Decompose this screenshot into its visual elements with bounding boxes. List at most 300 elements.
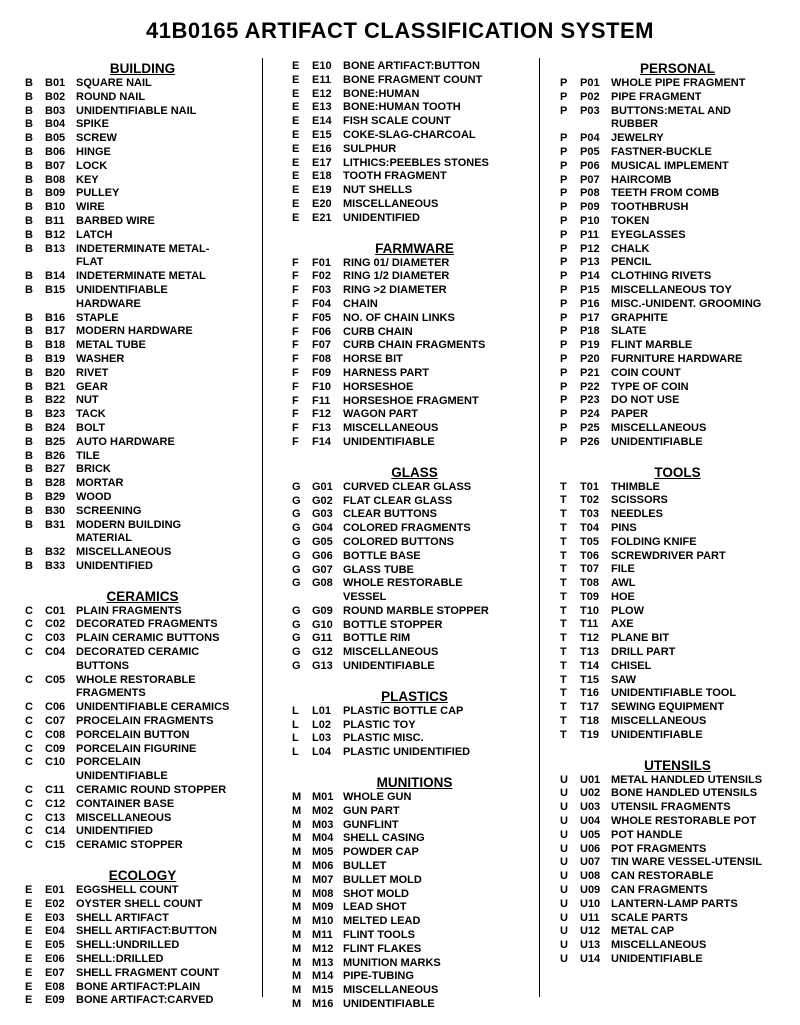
item-code: G02: [312, 494, 333, 507]
description-line: DECORATED CERAMIC: [76, 646, 200, 659]
item-code: B31: [45, 518, 66, 531]
description-line: BOTTLE RIM: [343, 632, 411, 645]
classification-row: [560, 856, 795, 870]
classification-row: [292, 298, 537, 312]
classification-row: [560, 201, 795, 215]
classification-row: [292, 746, 537, 760]
category-letter: P: [560, 132, 568, 145]
description-line: BONE HANDLED UTENSILS: [611, 787, 758, 800]
category-letter: L: [292, 718, 299, 731]
classification-row: [25, 381, 260, 395]
item-description: [611, 394, 679, 408]
item-description: [76, 118, 109, 132]
description-line: SCISSORS: [611, 494, 668, 507]
classification-row: [560, 925, 795, 939]
item-description: [76, 994, 214, 1008]
description-line: SLATE: [611, 325, 647, 338]
classification-row: [560, 787, 795, 801]
item-description: [343, 143, 396, 157]
category-letter: P: [560, 77, 568, 89]
category-letter: C: [25, 673, 33, 686]
classification-row: [560, 494, 795, 508]
item-description: [76, 146, 111, 160]
description-line: UNIDENTIFIABLE: [611, 728, 703, 741]
category-letter: P: [560, 380, 568, 393]
item-description: [76, 408, 106, 422]
item-code: P09: [580, 201, 600, 214]
classification-row: [292, 408, 537, 422]
classification-row: [292, 184, 537, 198]
item-description: [76, 674, 196, 702]
classification-row: [25, 825, 260, 839]
item-description: [611, 801, 731, 815]
item-description: [76, 105, 196, 119]
item-code: C12: [45, 797, 66, 810]
section-spacer: [25, 574, 260, 588]
classification-row: [560, 660, 795, 674]
classification-row: [292, 326, 537, 340]
category-letter: M: [292, 873, 302, 886]
category-letter: B: [25, 159, 33, 172]
category-letter: P: [560, 228, 568, 241]
description-line: SHELL CASING: [343, 832, 425, 845]
description-line: POWDER CAP: [343, 846, 419, 859]
classification-row: [292, 522, 537, 536]
item-description: [343, 184, 412, 198]
classification-row: [560, 536, 795, 550]
page-title: 41B0165 ARTIFACT CLASSIFICATION SYSTEM: [146, 18, 654, 43]
classification-row: [560, 912, 795, 926]
classification-row: [292, 860, 537, 874]
item-description: [611, 422, 706, 436]
description-line: BRICK: [76, 463, 111, 476]
classification-row: [560, 422, 795, 436]
item-code: F04: [312, 297, 331, 310]
item-code: P20: [580, 352, 600, 365]
item-code: C15: [45, 839, 66, 852]
classification-row: [25, 839, 260, 853]
classification-row: [560, 325, 795, 339]
classification-row: [25, 967, 260, 981]
item-description: [611, 77, 745, 91]
classification-row: [25, 367, 260, 381]
category-letter: T: [560, 521, 567, 534]
description-line: FLAT: [76, 256, 104, 269]
category-letter: P: [560, 270, 568, 283]
classification-row: [292, 619, 537, 633]
item-code: P05: [580, 145, 600, 158]
item-code: P04: [580, 132, 600, 145]
item-description: [76, 491, 111, 505]
category-letter: E: [25, 994, 33, 1007]
item-description: [343, 170, 447, 184]
item-code: M07: [312, 873, 334, 886]
item-description: [611, 550, 726, 564]
item-code: B09: [45, 187, 66, 200]
description-line: FLINT MARBLE: [611, 339, 693, 352]
item-description: [76, 632, 219, 646]
category-letter: B: [25, 366, 33, 379]
section-title: BUILDING: [109, 61, 176, 76]
classification-row: [25, 270, 260, 284]
classification-row: [25, 105, 260, 119]
category-letter: P: [560, 394, 568, 407]
description-line: BONE ARTIFACT:PLAIN: [76, 980, 201, 993]
item-description: [611, 298, 761, 312]
category-letter: M: [292, 804, 302, 817]
item-code: P13: [580, 256, 600, 269]
category-letter: U: [560, 953, 568, 966]
category-letter: P: [560, 145, 568, 158]
item-description: [343, 984, 438, 998]
item-description: [343, 943, 421, 957]
description-line: MUNITION MARKS: [343, 956, 441, 969]
classification-row: [560, 646, 795, 660]
item-code: B01: [45, 77, 66, 89]
item-code: C07: [45, 715, 66, 728]
item-code: P06: [580, 159, 600, 172]
item-code: T18: [580, 715, 599, 728]
description-line: COLORED FRAGMENTS: [343, 522, 471, 535]
description-line: PLANE BIT: [611, 632, 670, 645]
category-letter: P: [560, 187, 568, 200]
classification-row: [25, 201, 260, 215]
item-description: [76, 939, 179, 953]
classification-row: [292, 605, 537, 619]
category-letter: E: [292, 73, 300, 86]
item-code: P01: [580, 77, 600, 89]
category-letter: T: [560, 715, 567, 728]
classification-row: [560, 215, 795, 229]
classification-row: [25, 394, 260, 408]
section-title: PLASTICS: [381, 688, 448, 704]
description-line: NUT: [76, 394, 99, 407]
item-description: [343, 270, 449, 284]
category-letter: P: [560, 104, 568, 117]
description-line: UNIDENTIFIABLE TOOL: [611, 687, 737, 700]
item-description: [343, 888, 409, 902]
classification-row: [560, 436, 795, 450]
description-line: FLINT TOOLS: [343, 929, 415, 942]
description-line: THIMBLE: [611, 480, 660, 493]
category-letter: M: [292, 860, 302, 873]
description-line: COLORED BUTTONS: [343, 535, 455, 548]
classification-row: [25, 618, 260, 632]
description-line: WHOLE RESTORABLE: [76, 673, 196, 686]
category-letter: P: [560, 352, 568, 365]
description-line: WHOLE RESTORABLE: [343, 577, 463, 590]
description-line: WAGON PART: [343, 408, 418, 421]
item-description: [76, 618, 218, 632]
item-description: [76, 353, 124, 367]
classification-row: [560, 674, 795, 688]
item-code: T11: [580, 618, 599, 631]
classification-row: [560, 367, 795, 381]
classification-row: [292, 367, 537, 381]
item-description: [76, 546, 171, 560]
description-line: BULLET: [343, 860, 387, 873]
category-letter: B: [25, 311, 33, 324]
classification-row: [560, 187, 795, 201]
category-letter: B: [25, 559, 33, 572]
item-description: [343, 422, 438, 436]
item-code: B08: [45, 173, 66, 186]
item-code: G11: [312, 632, 333, 645]
classification-row: [25, 715, 260, 729]
item-description: [611, 325, 646, 339]
item-description: [343, 522, 471, 536]
category-letter: T: [560, 646, 567, 659]
item-code: U01: [580, 773, 601, 786]
category-letter: T: [560, 632, 567, 645]
section-title: MUNITIONS: [376, 775, 453, 791]
classification-row: [25, 325, 260, 339]
item-code: B22: [45, 394, 66, 407]
item-code: G08: [312, 577, 333, 590]
category-letter: B: [25, 187, 33, 200]
item-code: U04: [580, 815, 601, 828]
category-letter: F: [292, 339, 299, 352]
description-line: PINS: [611, 521, 637, 534]
item-code: C08: [45, 728, 66, 741]
description-line: BUTTONS: [76, 659, 129, 672]
item-description: [76, 812, 171, 826]
category-letter: F: [292, 325, 299, 338]
description-line: PULLEY: [76, 187, 120, 200]
description-line: PLASTIC MISC.: [343, 732, 424, 745]
description-line: UNIDENTIFIED: [76, 559, 153, 572]
category-letter: G: [292, 604, 301, 617]
item-code: B18: [45, 339, 66, 352]
classification-row: [560, 870, 795, 884]
category-letter: E: [292, 142, 300, 155]
description-line: BONE:HUMAN TOOTH: [343, 101, 461, 114]
item-code: E01: [45, 884, 65, 897]
item-description: [343, 619, 442, 633]
category-letter: G: [292, 535, 301, 548]
description-line: UNIDENTIFIABLE NAIL: [76, 104, 197, 117]
classification-row: [25, 939, 260, 953]
item-description: [76, 229, 112, 243]
classification-row: [25, 215, 260, 229]
classification-row: [560, 715, 795, 729]
item-description: [611, 201, 688, 215]
classification-row: [25, 132, 260, 146]
description-line: SCALE PARTS: [611, 911, 688, 924]
item-code: B20: [45, 366, 66, 379]
item-description: [343, 436, 435, 450]
category-letter: G: [292, 563, 301, 576]
item-code: E05: [45, 939, 65, 952]
item-code: C09: [45, 742, 66, 755]
classification-row: [292, 495, 537, 509]
classification-row: [292, 481, 537, 495]
classification-row: [560, 91, 795, 105]
item-description: [343, 791, 411, 805]
item-description: [76, 201, 105, 215]
description-line: COKE-SLAG-CHARCOAL: [343, 128, 476, 141]
description-line: LITHICS:PEEBLES STONES: [343, 156, 489, 169]
category-letter: T: [560, 618, 567, 631]
item-description: [76, 394, 99, 408]
description-line: CERAMIC ROUND STOPPER: [76, 784, 227, 797]
item-code: B07: [45, 159, 66, 172]
description-line: RIVET: [76, 366, 109, 379]
item-code: U09: [580, 884, 601, 897]
category-letter: M: [292, 984, 302, 997]
category-letter: B: [25, 270, 33, 283]
item-description: [611, 563, 635, 577]
classification-row: [292, 915, 537, 929]
category-letter: B: [25, 132, 33, 145]
item-description: [343, 819, 399, 833]
item-description: [76, 477, 123, 491]
item-code: B19: [45, 352, 66, 365]
classification-row: [25, 229, 260, 243]
item-description: [611, 729, 703, 743]
description-line: CLEAR BUTTONS: [343, 508, 437, 521]
item-description: [76, 646, 199, 674]
description-line: RUBBER: [611, 118, 659, 131]
category-letter: B: [25, 504, 33, 517]
classification-row: [292, 874, 537, 888]
item-description: [76, 381, 108, 395]
item-code: F14: [312, 435, 331, 448]
item-code: P24: [580, 408, 600, 421]
description-line: CLOTHING RIVETS: [611, 270, 712, 283]
item-code: T09: [580, 590, 599, 603]
category-letter: M: [292, 818, 302, 831]
description-line: WHOLE PIPE FRAGMENT: [611, 77, 746, 89]
item-description: [343, 381, 413, 395]
section-spacer: [25, 853, 260, 867]
description-line: TYPE OF COIN: [611, 380, 689, 393]
item-description: [76, 312, 119, 326]
category-letter: P: [560, 283, 568, 296]
item-code: U07: [580, 856, 601, 869]
classification-row: [25, 243, 260, 271]
item-code: B11: [45, 214, 65, 227]
item-description: [343, 395, 479, 409]
item-description: [76, 450, 100, 464]
item-code: F06: [312, 325, 331, 338]
description-line: MODERN BUILDING: [76, 518, 182, 531]
classification-row: [292, 646, 537, 660]
category-letter: C: [25, 825, 33, 838]
item-code: T13: [580, 646, 599, 659]
category-letter: E: [292, 170, 300, 183]
category-letter: F: [292, 297, 299, 310]
item-description: [343, 860, 386, 874]
item-description: [343, 326, 413, 340]
item-code: T04: [580, 521, 599, 534]
description-line: MISCELLANEOUS: [343, 422, 439, 435]
item-description: [343, 481, 471, 495]
item-description: [343, 832, 425, 846]
classification-row: [292, 957, 537, 971]
description-line: EGGSHELL COUNT: [76, 884, 179, 897]
description-line: CURB CHAIN FRAGMENTS: [343, 339, 486, 352]
item-description: [343, 284, 447, 298]
item-code: P07: [580, 173, 600, 186]
item-code: E19: [312, 184, 332, 197]
description-line: AUTO HARDWARE: [76, 435, 175, 448]
item-description: [611, 660, 651, 674]
item-code: B27: [45, 463, 66, 476]
description-line: TIN WARE VESSEL-UTENSIL: [611, 856, 762, 869]
classification-row: [292, 436, 537, 450]
item-description: [343, 408, 418, 422]
category-letter: E: [25, 939, 33, 952]
classification-row: [560, 701, 795, 715]
item-description: [76, 605, 182, 619]
description-line: MISCELLANEOUS: [611, 715, 707, 728]
category-letter: C: [25, 811, 33, 824]
category-letter: G: [292, 508, 301, 521]
description-line: PLOW: [611, 604, 644, 617]
classification-row: [25, 743, 260, 757]
item-description: [343, 605, 489, 619]
item-code: P15: [580, 283, 600, 296]
classification-row: [25, 422, 260, 436]
category-letter: E: [292, 87, 300, 100]
item-description: [343, 915, 420, 929]
item-code: F02: [312, 270, 331, 283]
classification-row: [560, 801, 795, 815]
description-line: CAN FRAGMENTS: [611, 884, 708, 897]
classification-row: [292, 577, 537, 605]
item-code: E04: [45, 925, 65, 938]
category-letter: P: [560, 214, 568, 227]
item-description: [611, 618, 634, 632]
category-letter: U: [560, 856, 568, 869]
item-description: [611, 591, 635, 605]
classification-row: [292, 901, 537, 915]
category-letter: U: [560, 870, 568, 883]
description-line: LATCH: [76, 228, 113, 241]
description-line: UNIDENTIFIABLE: [611, 953, 703, 966]
classification-row: [25, 118, 260, 132]
classification-row: [25, 353, 260, 367]
description-line: PROCELAIN FRAGMENTS: [76, 715, 214, 728]
description-line: TOKEN: [611, 214, 650, 227]
item-description: [611, 953, 703, 967]
description-line: SHELL:DRILLED: [76, 953, 164, 966]
category-letter: C: [25, 632, 33, 645]
item-description: [343, 339, 485, 353]
description-line: PORCELAIN: [76, 756, 141, 769]
item-code: U08: [580, 870, 601, 883]
description-line: POT FRAGMENTS: [611, 842, 707, 855]
description-line: BARBED WIRE: [76, 214, 155, 227]
category-letter: T: [560, 549, 567, 562]
description-line: FILE: [611, 563, 635, 576]
classification-row: [560, 843, 795, 857]
category-letter: C: [25, 839, 33, 852]
item-description: [76, 784, 226, 798]
classification-row: [560, 815, 795, 829]
item-description: [76, 160, 107, 174]
category-letter: F: [292, 380, 299, 393]
item-code: U11: [580, 911, 600, 924]
description-line: SCREW: [76, 132, 117, 145]
description-line: BOTTLE BASE: [343, 549, 421, 562]
item-code: E09: [45, 994, 65, 1007]
item-code: U12: [580, 925, 601, 938]
item-description: [611, 339, 692, 353]
section-title: PERSONAL: [639, 61, 715, 76]
category-letter: B: [25, 201, 33, 214]
